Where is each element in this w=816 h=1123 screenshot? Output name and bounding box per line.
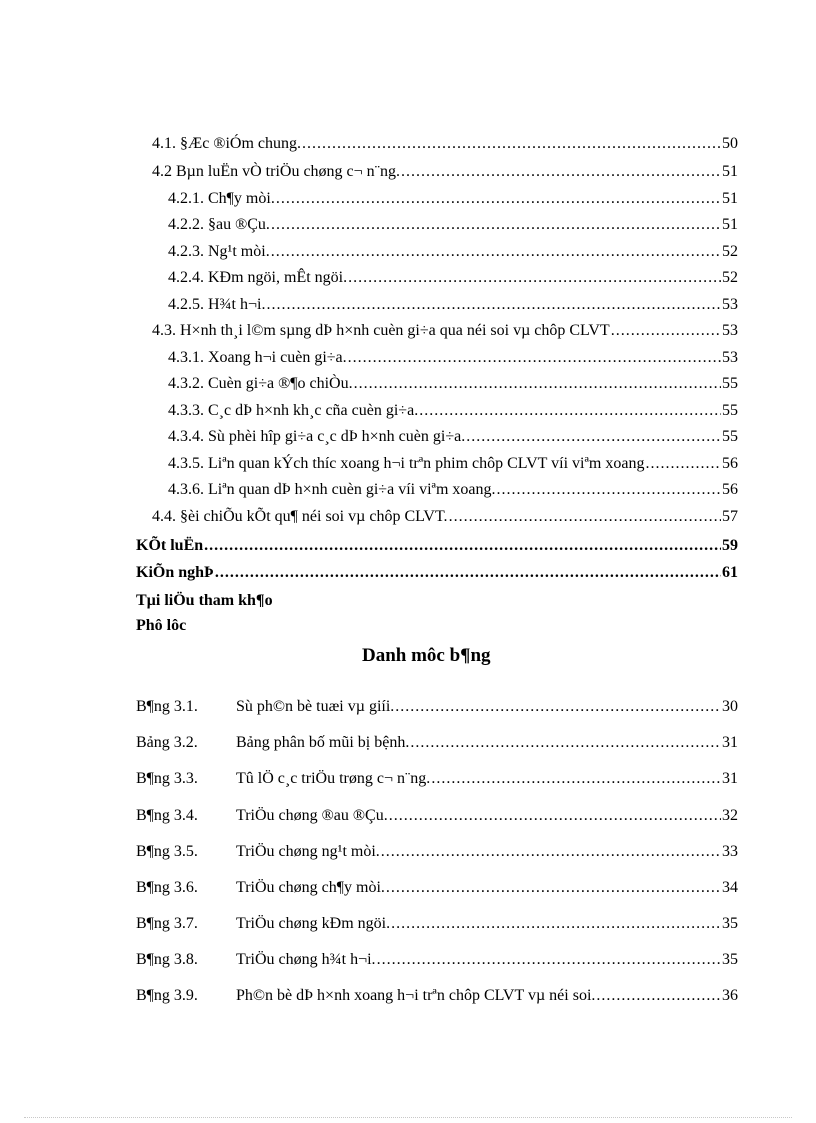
toc-entry-page: 53: [722, 322, 738, 339]
table-entry-number: Bảng 3.2.: [136, 734, 198, 751]
table-entry-3-3[interactable]: [136, 769, 738, 789]
table-entry-page: 36: [722, 987, 738, 1004]
toc-entry-4-2-3[interactable]: [168, 242, 738, 262]
toc-entry-appendix[interactable]: Phô lôc: [136, 617, 187, 634]
table-entry-3-5[interactable]: [136, 842, 738, 862]
toc-entry-label: 4.3.4. Sù phèi hîp gi÷a c¸c dÞ h×nh cuèn gi÷a.: [168, 428, 466, 445]
table-entry-label: TriÖu chøng ch¶y mòi.: [236, 879, 385, 896]
table-entry-label: Tû lÖ c¸c triÖu trøng c¬ n¨ng.: [236, 770, 431, 787]
toc-entry-4-2-1[interactable]: [168, 189, 738, 209]
toc-entry-label: 4.4. §èi chiÕu kÕt qu¶ néi soi vµ chôp CLVT.: [152, 508, 448, 525]
toc-entry-label: 4.1. §Æc ®iÓm chung.: [152, 135, 302, 152]
toc-entry-4-3-5[interactable]: [168, 454, 738, 474]
toc-entry-page: 57: [722, 508, 738, 525]
toc-entry-label: 4.2.3. Ng¹t mòi.: [168, 243, 270, 260]
toc-entry-label: 4.2.4. KÐm ngöi, mÊt ngöi.: [168, 269, 348, 286]
table-entry-number: B¶ng 3.3.: [136, 770, 198, 787]
toc-entry-label: KÕt luËn: [136, 537, 204, 554]
toc-entry-4-2-2[interactable]: [168, 215, 738, 235]
toc-entry-label: 4.3. H×nh th¸i l©m sµng dÞ h×nh cuèn gi÷a qua néi soi vµ chôp CLVT: [152, 322, 610, 339]
toc-entry-4-3[interactable]: [152, 321, 738, 341]
table-entry-number: B¶ng 3.4.: [136, 807, 198, 824]
toc-entry-page: 61: [722, 564, 738, 581]
toc-entry-page: 55: [722, 428, 738, 445]
table-entry-number: B¶ng 3.5.: [136, 843, 198, 860]
toc-entry-page: 51: [722, 190, 738, 207]
table-entry-page: 30: [722, 698, 738, 715]
toc-entry-label: 4.2.5. H¾t h¬i.: [168, 296, 266, 313]
toc-entry-label: 4.2.1. Ch¶y mòi.: [168, 190, 275, 207]
toc-entry-label: 4.3.3. C¸c dÞ h×nh kh¸c cña cuèn gi÷a.: [168, 402, 419, 419]
table-entry-page: 33: [722, 843, 738, 860]
toc-entry-4-3-6[interactable]: [168, 480, 738, 500]
toc-entry-page: 56: [722, 455, 738, 472]
toc-entry-4-3-3[interactable]: [168, 401, 738, 421]
page-bottom-rule: [24, 1117, 792, 1118]
table-entry-3-2[interactable]: [136, 733, 738, 753]
toc-entry-4-2[interactable]: [152, 162, 738, 182]
table-entry-label: Sù ph©n bè tuæi vµ giíi.: [236, 698, 395, 715]
toc-entry-label: 4.3.5. Liªn quan kÝch thíc xoang h¬i trªn phim chôp CLVT víi viªm xoang: [168, 455, 645, 472]
table-entry-3-9[interactable]: [136, 986, 738, 1006]
toc-entry-page: 53: [722, 296, 738, 313]
table-entry-number: B¶ng 3.6.: [136, 879, 198, 896]
toc-entry-page: 52: [722, 269, 738, 286]
toc-entry-conclusion[interactable]: [136, 536, 738, 556]
toc-entry-4-4[interactable]: [152, 507, 738, 527]
table-entry-number: B¶ng 3.9.: [136, 987, 198, 1004]
toc-entry-4-3-4[interactable]: [168, 427, 738, 447]
toc-entry-references[interactable]: Tµi liÖu tham kh¶o: [136, 592, 273, 609]
table-entry-3-4[interactable]: [136, 806, 738, 826]
table-entry-3-7[interactable]: [136, 914, 738, 934]
table-entry-label: TriÖu chøng h¾t h¬i.: [236, 951, 376, 968]
toc-entry-page: 56: [722, 481, 738, 498]
toc-entry-page: 53: [722, 349, 738, 366]
toc-entry-page: 55: [722, 375, 738, 392]
toc-entry-label: KiÕn nghÞ: [136, 564, 214, 581]
toc-entry-recommendation[interactable]: [136, 563, 738, 583]
toc-entry-page: 51: [722, 216, 738, 233]
toc-entry-page: 51: [722, 163, 738, 180]
table-entry-page: 31: [722, 770, 738, 787]
table-entry-label: TriÖu chøng kÐm ngöi.: [236, 915, 391, 932]
toc-entry-page: 55: [722, 402, 738, 419]
table-entry-label: TriÖu chøng ®au ®Çu.: [236, 807, 388, 824]
table-entry-3-1[interactable]: [136, 697, 738, 717]
table-entry-page: 35: [722, 915, 738, 932]
toc-entry-label: 4.3.1. Xoang h¬i cuèn gi÷a.: [168, 349, 347, 366]
table-entry-number: B¶ng 3.8.: [136, 951, 198, 968]
toc-entry-4-2-4[interactable]: [168, 268, 738, 288]
table-entry-number: B¶ng 3.7.: [136, 915, 198, 932]
table-entry-label: Ph©n bè dÞ h×nh xoang h¬i trªn chôp CLVT vµ néi soi.: [236, 987, 596, 1004]
toc-entry-4-1[interactable]: [152, 134, 738, 154]
toc-entry-label: 4.3.6. Liªn quan dÞ h×nh cuèn gi÷a víi viªm xoang.: [168, 481, 496, 498]
tables-heading: Danh môc b¶ng: [362, 645, 491, 666]
toc-entry-page: 59: [722, 537, 738, 554]
toc-entry-label: 4.3.2. Cuèn gi÷a ®¶o chiÒu.: [168, 375, 353, 392]
table-entry-3-6[interactable]: [136, 878, 738, 898]
table-entry-page: 32: [722, 807, 738, 824]
toc-entry-page: 50: [722, 135, 738, 152]
toc-entry-page: 52: [722, 243, 738, 260]
toc-entry-4-3-2[interactable]: [168, 374, 738, 394]
toc-entry-label: 4.2.2. §au ®Çu.: [168, 216, 270, 233]
toc-entry-4-2-5[interactable]: [168, 295, 738, 315]
table-entry-page: 34: [722, 879, 738, 896]
table-entry-label: TriÖu chøng ng¹t mòi.: [236, 843, 380, 860]
table-entry-page: 35: [722, 951, 738, 968]
table-entry-3-8[interactable]: [136, 950, 738, 970]
toc-entry-label: 4.2 Bµn luËn vÒ triÖu chøng c¬ n¨ng.: [152, 163, 400, 180]
table-entry-number: B¶ng 3.1.: [136, 698, 198, 715]
toc-entry-4-3-1[interactable]: [168, 348, 738, 368]
table-entry-label: Bảng phân bố mũi bị bệnh.: [236, 734, 410, 751]
table-entry-page: 31: [722, 734, 738, 751]
